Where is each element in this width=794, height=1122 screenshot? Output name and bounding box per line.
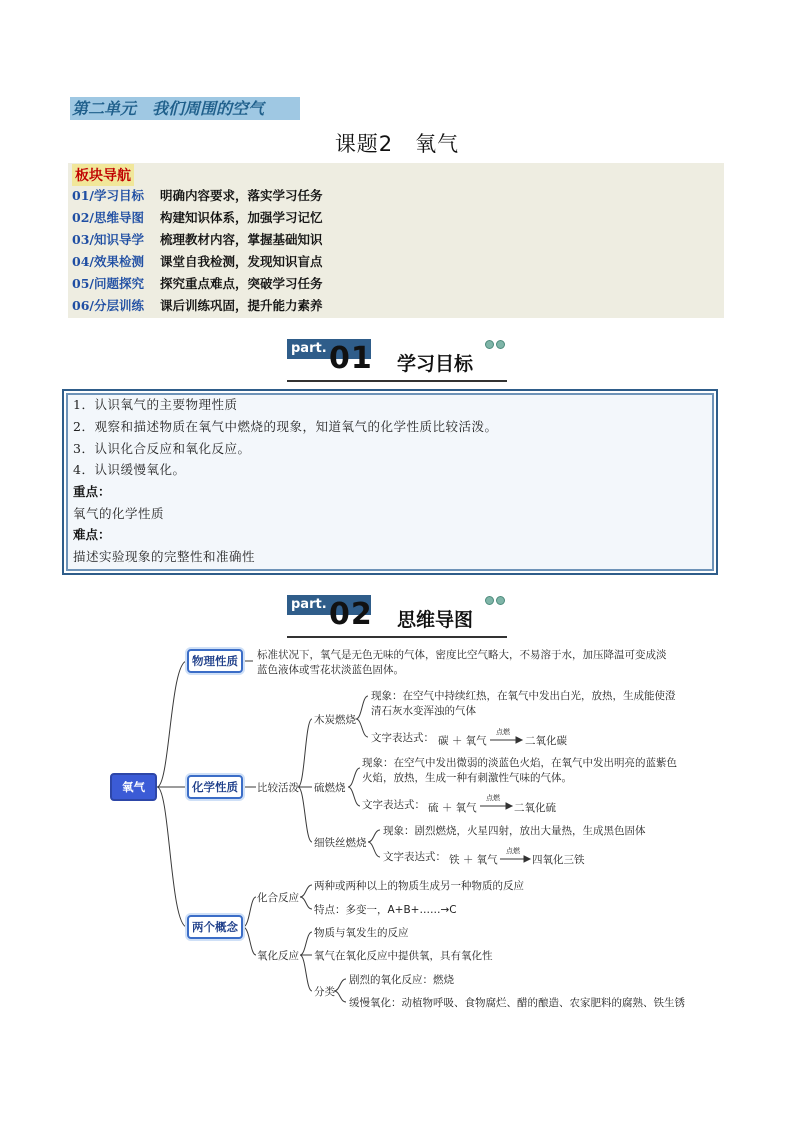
carbon-combustion-label: 木炭燃烧 xyxy=(314,714,356,726)
combination-reaction-label: 化合反应 xyxy=(257,892,299,904)
nav-item-code: 05/问题探究 xyxy=(72,276,144,291)
sulfur-equation-label: 文字表达式： xyxy=(362,799,425,811)
goal-item: 4．认识缓慢氧化。 xyxy=(73,462,186,477)
difficulty-text: 描述实验现象的完整性和准确性 xyxy=(73,549,256,564)
node-two-concepts: 两个概念 xyxy=(187,915,243,939)
oxidation-reaction-label: 氧化反应 xyxy=(257,950,299,962)
violent-oxidation: 剧烈的氧化反应：燃烧 xyxy=(349,974,454,986)
nav-item-desc: 课堂自我检测，发现知识盲点 xyxy=(160,254,323,269)
part-title: 思维导图 xyxy=(397,609,474,631)
nav-item-code: 06/分层训练 xyxy=(72,298,144,313)
part-tag: part. xyxy=(287,595,371,615)
carbon-equation-product: 二氧化碳 xyxy=(525,735,567,747)
sulfur-equation-product: 二氧化硫 xyxy=(514,802,556,814)
key-point-label: 重点： xyxy=(73,484,111,499)
node-physical-properties: 物理性质 xyxy=(187,649,243,673)
nav-item-code: 04/效果检测 xyxy=(72,254,144,269)
combination-definition: 两种或两种以上的物质生成另一种物质的反应 xyxy=(314,880,524,892)
goal-item: 2．观察和描述物质在氧气中燃烧的现象，知道氧气的化学性质比较活泼。 xyxy=(73,419,498,434)
physical-desc-line1: 标准状况下，氧气是无色无味的气体，密度比空气略大，不易溶于水，加压降温可变成淡 xyxy=(257,649,667,661)
part-tag: part. xyxy=(287,339,371,359)
iron-phenomenon: 现象：剧烈燃烧，火星四射，放出大量热，生成黑色固体 xyxy=(383,825,646,837)
node-chemical-properties: 化学性质 xyxy=(187,775,243,799)
oxidation-oxygen-role: 氧气在氧化反应中提供氧，具有氧化性 xyxy=(314,950,493,962)
sulfur-phenomenon-line1: 现象：在空气中发出微弱的淡蓝色火焰，在氧气中发出明亮的蓝紫色 xyxy=(362,757,677,769)
part-title: 学习目标 xyxy=(397,353,474,375)
sulfur-phenomenon-line2: 火焰，放热，生成一种有刺激性气味的气体。 xyxy=(362,772,572,784)
carbon-equation-reactants: 碳 ＋ 氧气 xyxy=(438,735,487,747)
sulfur-combustion-label: 硫燃烧 xyxy=(314,782,346,794)
goal-item: 1．认识氧气的主要物理性质 xyxy=(73,397,238,412)
iron-combustion-label: 细铁丝燃烧 xyxy=(314,837,367,849)
oxidation-classification-label: 分类 xyxy=(314,986,335,998)
unit-title: 第二单元 我们周围的空气 xyxy=(70,97,300,120)
lesson-title: 课题2 氧气 xyxy=(334,132,460,156)
nav-item-desc: 课后训练巩固，提升能力素养 xyxy=(160,298,323,313)
nav-item-code: 02/思维导图 xyxy=(72,210,144,225)
nav-item-desc: 探究重点难点，突破学习任务 xyxy=(160,276,323,291)
nav-item-desc: 梳理教材内容，掌握基础知识 xyxy=(160,232,323,247)
nav-item-desc: 明确内容要求，落实学习任务 xyxy=(160,188,323,203)
chemical-summary: 比较活泼 xyxy=(257,782,299,794)
carbon-phenomenon-line2: 清石灰水变浑浊的气体 xyxy=(371,705,476,717)
mindmap-root-oxygen: 氧气 xyxy=(110,773,157,801)
nav-heading: 板块导航 xyxy=(72,164,134,186)
nav-item-code: 03/知识导学 xyxy=(72,232,144,247)
part-number: 01 xyxy=(329,341,373,376)
iron-equation-product: 四氧化三铁 xyxy=(532,854,585,866)
difficulty-label: 难点： xyxy=(73,527,111,542)
iron-equation-reactants: 铁 ＋ 氧气 xyxy=(449,854,498,866)
carbon-equation-label: 文字表达式： xyxy=(371,732,434,744)
goal-item: 3．认识化合反应和氧化反应。 xyxy=(73,441,251,456)
combination-feature: 特点：多变一，A+B+……→C xyxy=(314,904,457,916)
carbon-equation-condition: 点燃 xyxy=(496,728,510,736)
part-number: 02 xyxy=(329,597,373,632)
iron-equation-condition: 点燃 xyxy=(506,847,520,855)
carbon-phenomenon-line1: 现象：在空气中持续红热，在氧气中发出白光，放热，生成能使澄 xyxy=(371,690,676,702)
sulfur-equation-condition: 点燃 xyxy=(486,794,500,802)
nav-item-desc: 构建知识体系，加强学习记忆 xyxy=(160,210,323,225)
oxidation-definition: 物质与氧发生的反应 xyxy=(314,927,409,939)
key-point-text: 氧气的化学性质 xyxy=(73,506,165,521)
slow-oxidation: 缓慢氧化：动植物呼吸、食物腐烂、醋的酿造、农家肥料的腐熟、铁生锈 xyxy=(349,997,685,1009)
sulfur-equation-reactants: 硫 ＋ 氧气 xyxy=(428,802,477,814)
physical-desc-line2: 蓝色液体或雪花状淡蓝色固体。 xyxy=(257,664,404,676)
iron-equation-label: 文字表达式： xyxy=(383,851,446,863)
nav-item-code: 01/学习目标 xyxy=(72,188,144,203)
